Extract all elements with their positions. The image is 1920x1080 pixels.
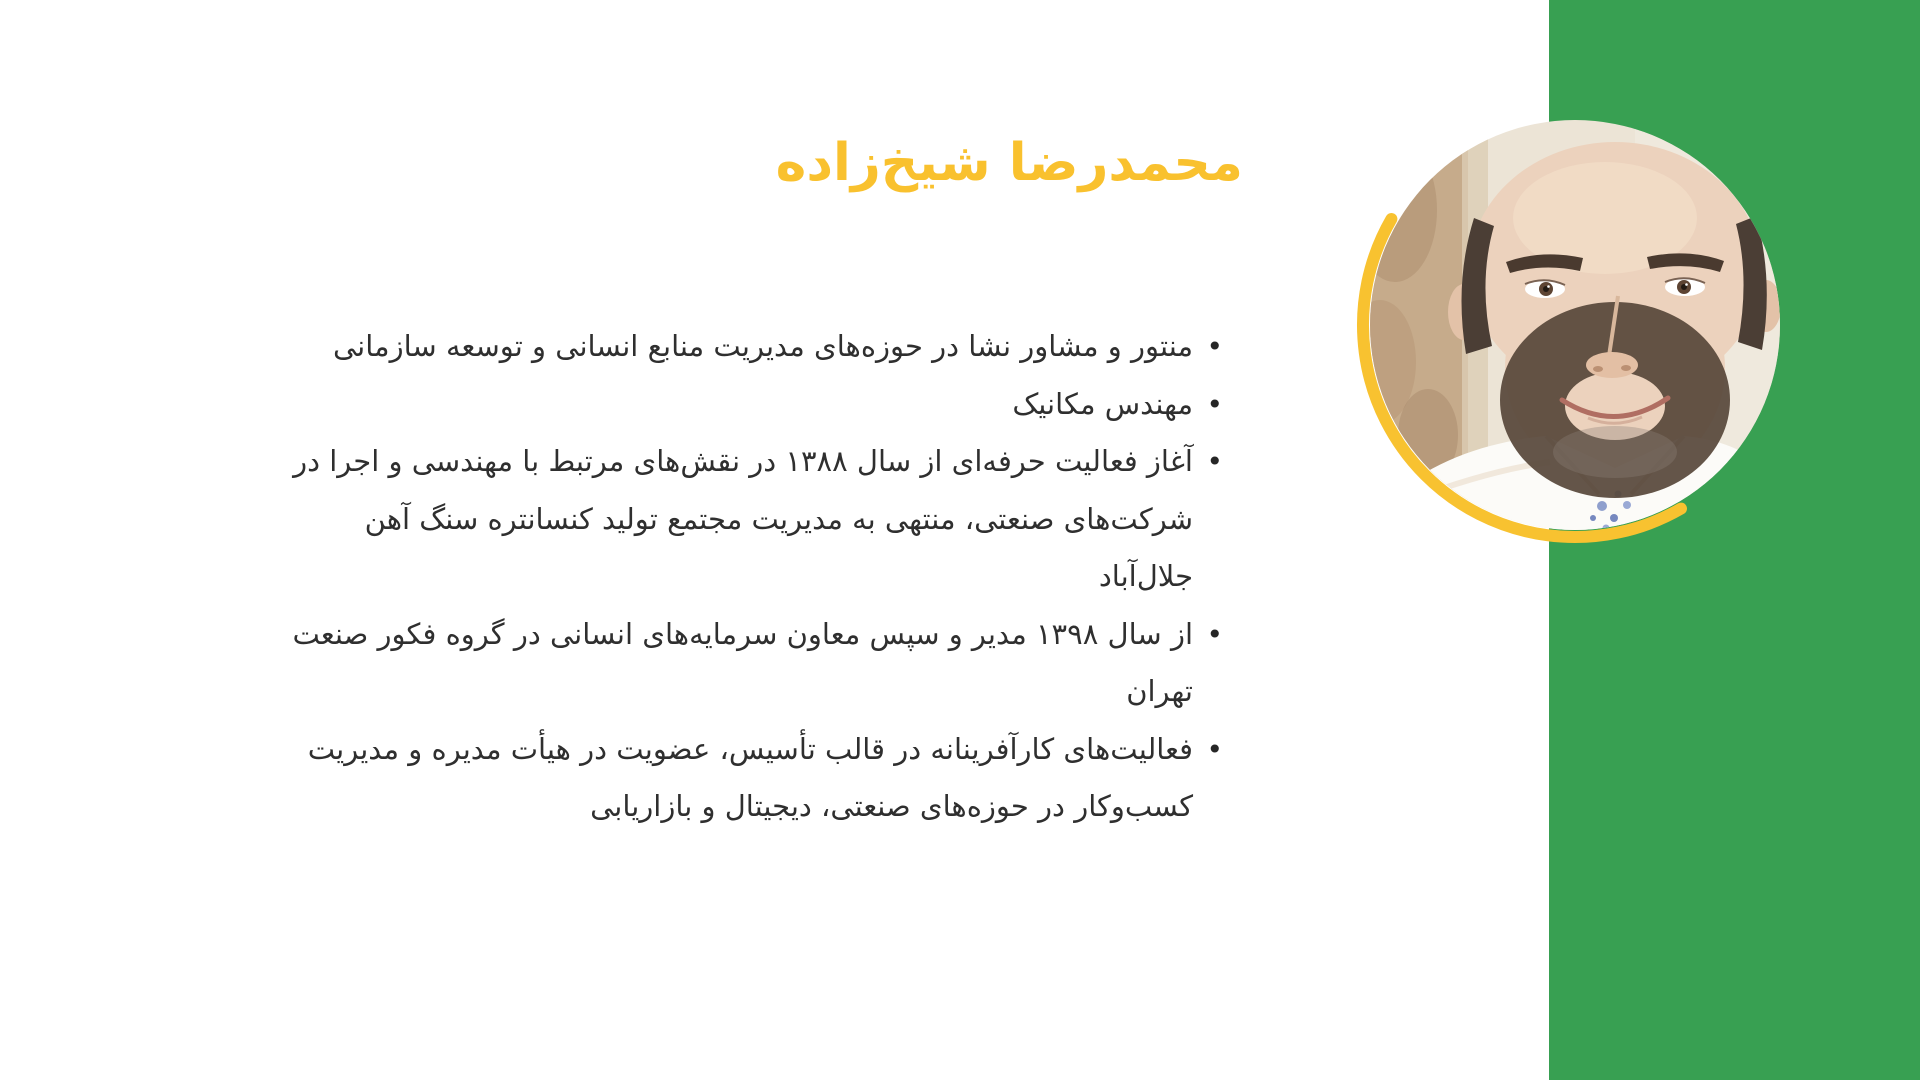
bullet-icon: • <box>1206 387 1223 421</box>
page-title: محمدرضا شیخ‌زاده <box>775 133 1243 193</box>
bullet-text: جلال‌آباد <box>1098 559 1193 593</box>
bullet-text: تهران <box>1126 674 1193 708</box>
bullet-text: شرکت‌های صنعتی، منتهی به مدیریت مجتمع تولید کنسانتره سنگ آهن <box>364 501 1193 536</box>
bullet-text: کسب‌وکار در حوزه‌های صنعتی، دیجیتال و بازاریابی <box>590 789 1193 823</box>
list-item <box>93 318 1243 376</box>
bullet-icon: • <box>1206 330 1223 363</box>
profile-photo <box>1350 100 1800 550</box>
bullet-icon: • <box>1206 445 1223 478</box>
bullet-text: فعالیت‌های کارآفرینانه در قالب تأسیس، عضویت در هیأت مدیره و مدیریت <box>307 731 1193 766</box>
bullet-icon: • <box>1206 732 1223 766</box>
bullet-text: آغاز فعالیت حرفه‌ای از سال ۱۳۸۸ در نقش‌های مرتبط با مهندسی و اجرا در <box>293 444 1193 478</box>
portrait-image <box>1350 100 1800 550</box>
bio-bullet-list <box>93 318 1243 836</box>
list-item <box>93 433 1243 606</box>
bullet-text: مهندس مکانیک <box>1012 386 1193 421</box>
bullet-icon: • <box>1206 617 1223 651</box>
list-item <box>93 376 1243 434</box>
list-item <box>93 721 1243 836</box>
bullet-text: منتور و مشاور نشا در حوزه‌های مدیریت منابع انسانی و توسعه سازمانی <box>332 329 1193 363</box>
bullet-text: از سال ۱۳۹۸ مدیر و سپس معاون سرمایه‌های انسانی در گروه فکور صنعت <box>292 616 1193 651</box>
list-item <box>93 606 1243 721</box>
